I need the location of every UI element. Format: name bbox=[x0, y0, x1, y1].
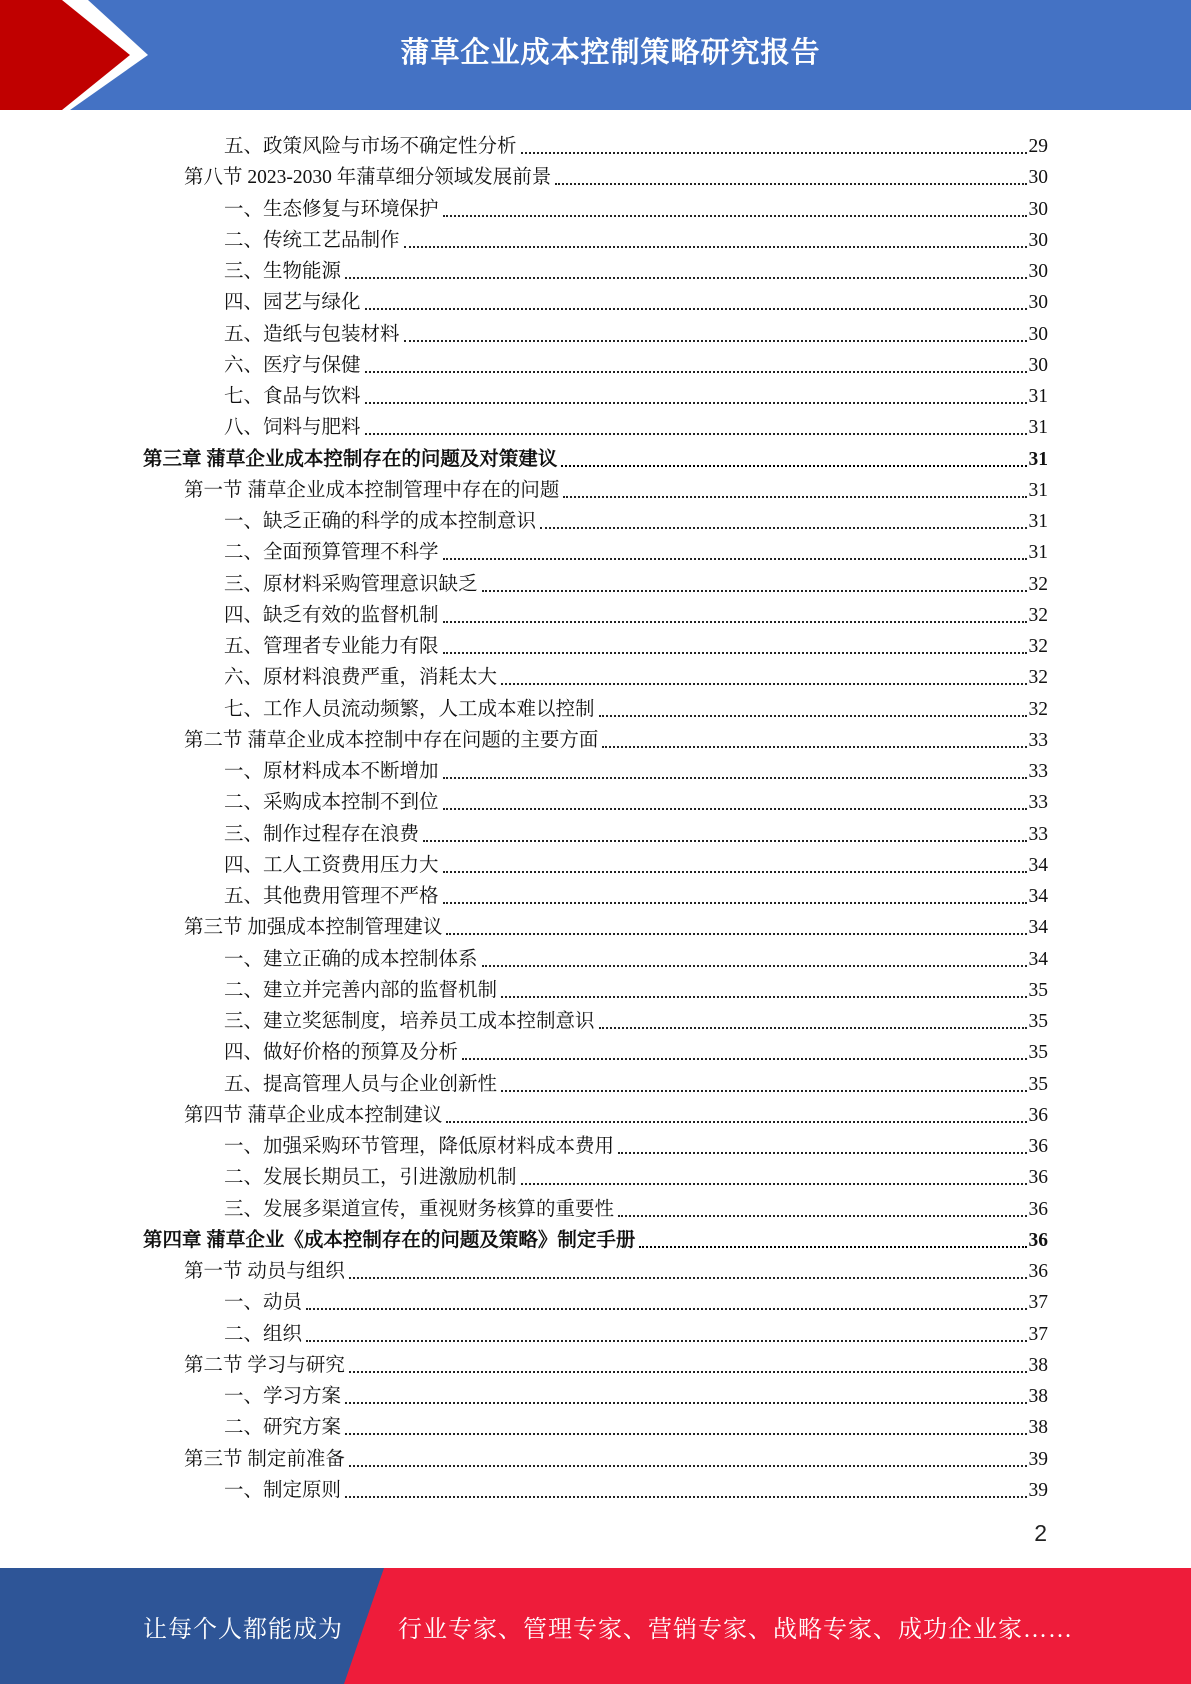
toc-dot-leader bbox=[349, 1370, 1027, 1373]
toc-entry-page: 31 bbox=[1028, 542, 1048, 564]
footer-slogan-right: 行业专家、管理专家、营销专家、战略专家、成功企业家…… bbox=[398, 1616, 1073, 1643]
toc-subsection-entry[interactable] bbox=[224, 534, 1048, 565]
toc-subsection-entry[interactable] bbox=[224, 284, 1048, 315]
toc-subsection-entry[interactable] bbox=[224, 566, 1048, 597]
toc-dot-leader bbox=[602, 745, 1026, 748]
toc-entry-page: 35 bbox=[1028, 1073, 1048, 1095]
toc-entry-label: 三、制作过程存在浪费 bbox=[224, 823, 420, 845]
toc-entry-page: 31 bbox=[1028, 479, 1048, 501]
toc-dot-leader bbox=[639, 1245, 1026, 1248]
toc-entry-label: 五、提高管理人员与企业创新性 bbox=[224, 1073, 498, 1095]
toc-dot-leader bbox=[501, 995, 1026, 998]
toc-dot-leader bbox=[462, 1057, 1026, 1060]
toc-dot-leader bbox=[443, 870, 1027, 873]
toc-subsection-entry[interactable] bbox=[224, 691, 1048, 722]
toc-dot-leader bbox=[404, 245, 1027, 248]
toc-entry-label: 二、建立并完善内部的监督机制 bbox=[224, 979, 498, 1001]
toc-entry-label: 二、组织 bbox=[224, 1323, 303, 1345]
toc-entry-page: 33 bbox=[1028, 761, 1048, 782]
toc-dot-leader bbox=[345, 1495, 1026, 1498]
toc-entry-label: 四、缺乏有效的监督机制 bbox=[224, 604, 439, 626]
toc-entry-page: 34 bbox=[1028, 854, 1048, 876]
toc-subsection-entry[interactable] bbox=[224, 784, 1048, 815]
toc-entry-label: 第四节 蒲草企业成本控制建议 bbox=[184, 1104, 443, 1126]
toc-entry-label: 二、研究方案 bbox=[224, 1417, 342, 1439]
toc-subsection-entry[interactable] bbox=[224, 409, 1048, 440]
toc-entry-label: 第三章 蒲草企业成本控制存在的问题及对策建议 bbox=[143, 448, 558, 470]
toc-entry-page: 36 bbox=[1028, 1261, 1048, 1282]
toc-entry-page: 35 bbox=[1028, 1011, 1048, 1032]
toc-subsection-entry[interactable] bbox=[224, 878, 1048, 909]
toc-entry-label: 五、造纸与包装材料 bbox=[224, 323, 400, 345]
toc-entry-page: 30 bbox=[1028, 229, 1048, 251]
toc-subsection-entry[interactable] bbox=[224, 816, 1048, 847]
toc-entry-label: 七、食品与饮料 bbox=[224, 386, 361, 407]
report-title: 蒲草企业成本控制策略研究报告 bbox=[400, 34, 821, 69]
toc-entry-label: 三、发展多渠道宣传，重视财务核算的重要性 bbox=[224, 1198, 615, 1220]
toc-dot-leader bbox=[365, 307, 1027, 310]
toc-entry-label: 第一节 动员与组织 bbox=[184, 1261, 345, 1282]
toc-subsection-entry[interactable] bbox=[224, 503, 1048, 534]
toc-entry-page: 32 bbox=[1028, 698, 1048, 720]
toc-entry-label: 八、饲料与肥料 bbox=[224, 417, 361, 439]
toc-dot-leader bbox=[540, 526, 1026, 529]
toc-entry-label: 四、工人工资费用压力大 bbox=[224, 854, 439, 876]
toc-subsection-entry[interactable] bbox=[224, 941, 1048, 972]
toc-entry-label: 三、生物能源 bbox=[224, 261, 342, 282]
toc-subsection-entry[interactable] bbox=[224, 597, 1048, 628]
toc-entry-page: 33 bbox=[1028, 823, 1048, 845]
toc-entry-label: 第三节 加强成本控制管理建议 bbox=[184, 917, 443, 939]
toc-entry-page: 34 bbox=[1028, 886, 1048, 907]
toc-subsection-entry[interactable] bbox=[224, 1159, 1048, 1190]
toc-dot-leader bbox=[404, 339, 1027, 342]
toc-entry-page: 39 bbox=[1028, 1448, 1048, 1470]
toc-entry-label: 三、原材料采购管理意识缺乏 bbox=[224, 573, 478, 595]
page-header bbox=[0, 0, 1191, 110]
toc-dot-leader bbox=[306, 1307, 1026, 1310]
toc-dot-leader bbox=[446, 1120, 1026, 1123]
toc-dot-leader bbox=[443, 214, 1027, 217]
toc-entry-page: 30 bbox=[1028, 167, 1048, 189]
toc-section-entry[interactable] bbox=[184, 909, 1048, 940]
toc-entry-label: 一、加强采购环节管理，降低原材料成本费用 bbox=[224, 1136, 615, 1157]
toc-entry-page: 37 bbox=[1028, 1292, 1048, 1314]
toc-entry-page: 32 bbox=[1028, 636, 1048, 657]
toc-entry-label: 二、发展长期员工，引进激励机制 bbox=[224, 1167, 517, 1189]
toc-dot-leader bbox=[443, 901, 1027, 904]
toc-dot-leader bbox=[555, 182, 1026, 185]
toc-entry-page: 34 bbox=[1028, 948, 1048, 970]
toc-entry-page: 38 bbox=[1028, 1386, 1048, 1407]
toc-entry-label: 四、园艺与绿化 bbox=[224, 292, 361, 314]
toc-entry-page: 31 bbox=[1028, 448, 1048, 470]
toc-subsection-entry[interactable] bbox=[224, 378, 1048, 409]
toc-section-entry[interactable] bbox=[184, 1347, 1048, 1378]
toc-entry-page: 38 bbox=[1028, 1354, 1048, 1376]
toc-dot-leader bbox=[306, 1339, 1026, 1342]
toc-subsection-entry[interactable] bbox=[224, 1003, 1048, 1034]
toc-dot-leader bbox=[482, 964, 1027, 967]
toc-entry-label: 第一节 蒲草企业成本控制管理中存在的问题 bbox=[184, 479, 560, 501]
toc-entry-page: 33 bbox=[1028, 792, 1048, 814]
toc-subsection-entry[interactable] bbox=[224, 1034, 1048, 1065]
toc-dot-leader bbox=[563, 495, 1026, 498]
toc-subsection-entry[interactable] bbox=[224, 1472, 1048, 1503]
toc-dot-leader bbox=[365, 401, 1027, 404]
toc-subsection-entry[interactable] bbox=[224, 191, 1048, 222]
toc-section-entry[interactable] bbox=[184, 1097, 1048, 1128]
toc-entry-page: 30 bbox=[1028, 354, 1048, 376]
toc-entry-label: 一、制定原则 bbox=[224, 1479, 342, 1501]
toc-entry-label: 一、建立正确的成本控制体系 bbox=[224, 948, 478, 970]
toc-dot-leader bbox=[521, 151, 1027, 154]
toc-entry-label: 二、采购成本控制不到位 bbox=[224, 792, 439, 814]
toc-entry-label: 五、管理者专业能力有限 bbox=[224, 636, 439, 657]
toc-entry-label: 一、生态修复与环境保护 bbox=[224, 198, 439, 220]
toc-entry-page: 29 bbox=[1028, 136, 1048, 157]
toc-chapter-entry[interactable] bbox=[143, 441, 1048, 472]
toc-subsection-entry[interactable] bbox=[224, 1378, 1048, 1409]
toc-dot-leader bbox=[501, 1089, 1026, 1092]
page-number: 2 bbox=[1034, 1520, 1047, 1546]
toc-entry-label: 二、传统工艺品制作 bbox=[224, 229, 400, 251]
toc-entry-page: 31 bbox=[1028, 417, 1048, 439]
footer-slogan-left: 让每个人都能成为 bbox=[143, 1616, 343, 1643]
toc-entry-label: 五、政策风险与市场不确定性分析 bbox=[224, 136, 517, 157]
toc-entry-page: 34 bbox=[1028, 917, 1048, 939]
toc-dot-leader bbox=[443, 807, 1027, 810]
toc-entry-label: 一、缺乏正确的科学的成本控制意识 bbox=[224, 511, 537, 532]
toc-entry-page: 36 bbox=[1028, 1198, 1048, 1220]
toc-entry-page: 35 bbox=[1028, 1042, 1048, 1064]
toc-subsection-entry[interactable] bbox=[224, 1191, 1048, 1222]
toc-dot-leader bbox=[423, 839, 1026, 842]
toc-section-entry[interactable] bbox=[184, 1441, 1048, 1472]
toc-subsection-entry[interactable] bbox=[224, 1066, 1048, 1097]
toc-subsection-entry[interactable] bbox=[224, 972, 1048, 1003]
toc-entry-page: 32 bbox=[1028, 573, 1048, 595]
toc-dot-leader bbox=[349, 1276, 1027, 1279]
toc-entry-label: 六、医疗与保健 bbox=[224, 354, 361, 376]
toc-entry-label: 四、做好价格的预算及分析 bbox=[224, 1042, 459, 1064]
toc-entry-page: 30 bbox=[1028, 198, 1048, 220]
toc-entry-page: 30 bbox=[1028, 323, 1048, 345]
toc-subsection-entry[interactable] bbox=[224, 222, 1048, 253]
toc-subsection-entry[interactable] bbox=[224, 659, 1048, 690]
toc-entry-page: 32 bbox=[1028, 604, 1048, 626]
toc-dot-leader bbox=[599, 1026, 1027, 1029]
toc-entry-label: 一、学习方案 bbox=[224, 1386, 342, 1407]
toc-entry-page: 35 bbox=[1028, 979, 1048, 1001]
toc-entry-page: 36 bbox=[1028, 1229, 1048, 1251]
toc-section-entry[interactable] bbox=[184, 722, 1048, 753]
toc-dot-leader bbox=[501, 682, 1026, 685]
toc-entry-label: 二、全面预算管理不科学 bbox=[224, 542, 439, 564]
toc-dot-leader bbox=[443, 557, 1027, 560]
toc-entry-label: 一、原材料成本不断增加 bbox=[224, 761, 439, 782]
toc-dot-leader bbox=[618, 1214, 1026, 1217]
toc-entry-page: 31 bbox=[1028, 386, 1048, 407]
toc-dot-leader bbox=[599, 714, 1027, 717]
toc-dot-leader bbox=[443, 620, 1027, 623]
toc-entry-page: 37 bbox=[1028, 1323, 1048, 1345]
toc-entry-label: 第三节 制定前准备 bbox=[184, 1448, 345, 1470]
toc-entry-page: 38 bbox=[1028, 1417, 1048, 1439]
toc-entry-page: 30 bbox=[1028, 261, 1048, 282]
toc-dot-leader bbox=[365, 370, 1027, 373]
toc-dot-leader bbox=[561, 464, 1026, 467]
toc-entry-page: 36 bbox=[1028, 1167, 1048, 1189]
toc-dot-leader bbox=[349, 1464, 1027, 1467]
toc-entry-page: 32 bbox=[1028, 667, 1048, 689]
toc-subsection-entry[interactable] bbox=[224, 128, 1048, 159]
toc-entry-label: 三、建立奖惩制度，培养员工成本控制意识 bbox=[224, 1011, 595, 1032]
toc-dot-leader bbox=[446, 932, 1026, 935]
toc-section-entry[interactable] bbox=[184, 159, 1048, 190]
toc-dot-leader bbox=[618, 1151, 1026, 1154]
toc-dot-leader bbox=[482, 589, 1027, 592]
toc-dot-leader bbox=[345, 276, 1026, 279]
toc-subsection-entry[interactable] bbox=[224, 628, 1048, 659]
toc-subsection-entry[interactable] bbox=[224, 347, 1048, 378]
toc-entry-label: 七、工作人员流动频繁，人工成本难以控制 bbox=[224, 698, 595, 720]
toc-subsection-entry[interactable] bbox=[224, 253, 1048, 284]
toc-dot-leader bbox=[443, 776, 1027, 779]
toc-entry-page: 30 bbox=[1028, 292, 1048, 314]
toc-entry-page: 39 bbox=[1028, 1479, 1048, 1501]
toc-entry-label: 第二节 蒲草企业成本控制中存在问题的主要方面 bbox=[184, 729, 599, 751]
toc-entry-page: 31 bbox=[1028, 511, 1048, 532]
toc-entry-label: 第四章 蒲草企业《成本控制存在的问题及策略》制定手册 bbox=[143, 1229, 636, 1251]
toc-entry-page: 33 bbox=[1028, 729, 1048, 751]
toc-subsection-entry[interactable] bbox=[224, 1316, 1048, 1347]
toc-subsection-entry[interactable] bbox=[224, 1284, 1048, 1315]
toc-subsection-entry[interactable] bbox=[224, 753, 1048, 784]
toc-chapter-entry[interactable] bbox=[143, 1222, 1048, 1253]
toc-section-entry[interactable] bbox=[184, 1253, 1048, 1284]
page-footer bbox=[0, 1568, 1191, 1684]
toc-entry-label: 第八节 2023-2030 年蒲草细分领域发展前景 bbox=[184, 167, 552, 189]
toc-subsection-entry[interactable] bbox=[224, 316, 1048, 347]
toc-subsection-entry[interactable] bbox=[224, 1128, 1048, 1159]
toc-entry-label: 一、动员 bbox=[224, 1292, 303, 1314]
toc-section-entry[interactable] bbox=[184, 472, 1048, 503]
toc-entry-label: 六、原材料浪费严重，消耗太大 bbox=[224, 667, 498, 689]
toc-entry-label: 第二节 学习与研究 bbox=[184, 1354, 345, 1376]
toc-dot-leader bbox=[365, 432, 1027, 435]
toc-dot-leader bbox=[521, 1182, 1027, 1185]
toc-entry-label: 五、其他费用管理不严格 bbox=[224, 886, 439, 907]
toc-dot-leader bbox=[443, 651, 1027, 654]
toc-entry-page: 36 bbox=[1028, 1104, 1048, 1126]
toc-subsection-entry[interactable] bbox=[224, 847, 1048, 878]
toc-subsection-entry[interactable] bbox=[224, 1409, 1048, 1440]
toc-dot-leader bbox=[345, 1432, 1026, 1435]
toc-entry-page: 36 bbox=[1028, 1136, 1048, 1157]
toc-dot-leader bbox=[345, 1401, 1026, 1404]
